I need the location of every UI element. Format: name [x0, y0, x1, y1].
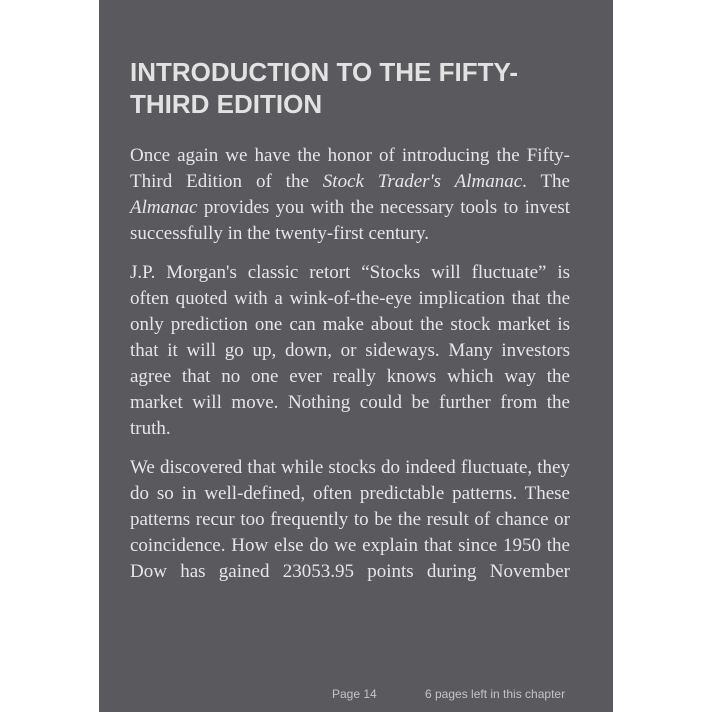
paragraph-1	[130, 143, 570, 247]
paragraph-1-text-c: . The	[522, 171, 570, 192]
almanac-italic: Almanac	[130, 197, 198, 218]
chapter-body	[130, 143, 570, 598]
reader-page[interactable]	[99, 0, 613, 712]
book-title-italic: Stock Trader's Almanac	[322, 171, 523, 192]
chapter-title: INTRODUCTION TO THE FIFTY-THIRD EDITION	[130, 57, 519, 119]
paragraph-1-text-e: provides you with the necessary tools to invest successfully in the twenty-first century.	[130, 197, 570, 244]
pages-left-indicator: 6 pages left in this chapter	[425, 687, 566, 701]
paragraph-1-text-a: Once again we have the honor of introducing the Fifty-Third Edition of the	[130, 145, 570, 192]
page-number: Page 14	[332, 687, 377, 701]
paragraph-3: We discovered that while stocks do indeed fluctuate, they do so in well-defined, often predictable patterns. These patterns recur too frequently to be the result of chance or coincidence. How else do we explain that since 1950 the Dow has gained 23053.95 points during November	[130, 457, 570, 582]
paragraph-2: J.P. Morgan's classic retort “Stocks will fluctuate” is often quoted with a wink-of-the-eye implication that the only prediction one can make about the stock market is that it will go up, down, or sideways. Many investors agree that no one ever really knows which way the market will move. Nothing could be further from the truth.	[130, 262, 570, 439]
